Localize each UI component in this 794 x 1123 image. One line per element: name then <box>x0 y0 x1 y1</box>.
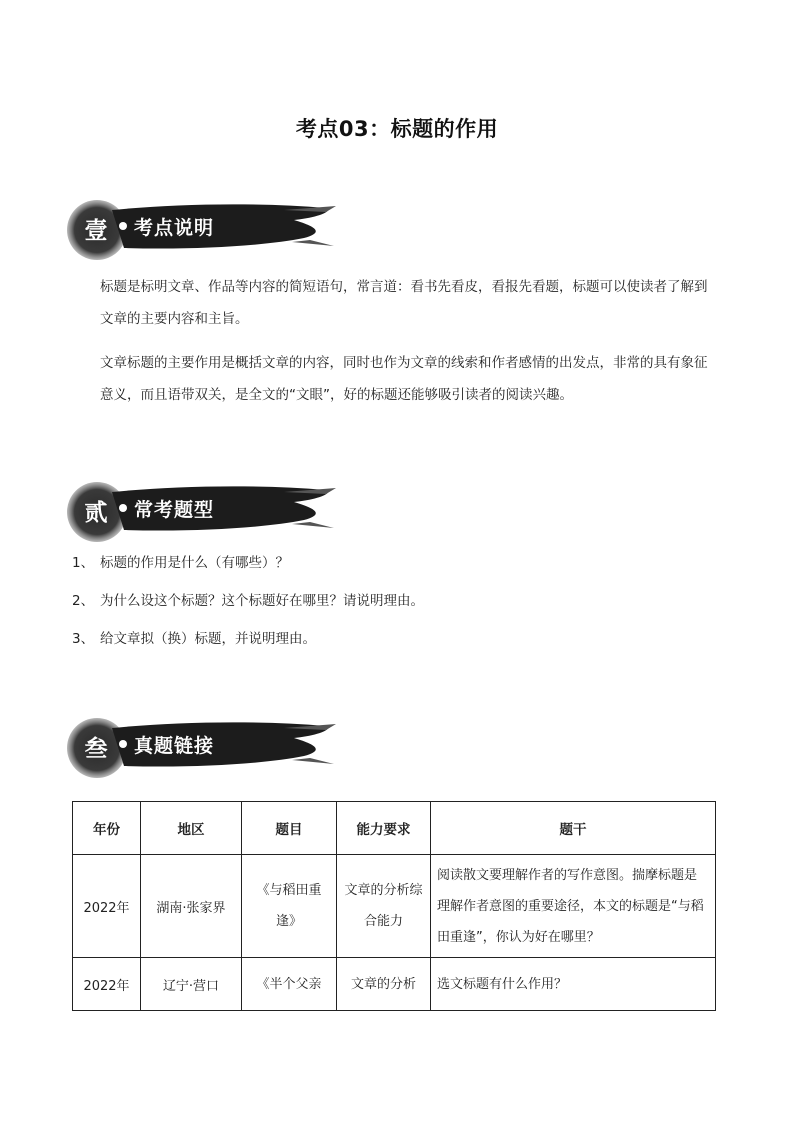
question-type-list <box>72 544 712 658</box>
exam-links-table <box>72 801 716 1011</box>
list-item: 1、 标题的作用是什么（有哪些）？ <box>72 555 289 571</box>
section-banner-exam-links <box>64 714 344 784</box>
bullet-dot-icon <box>119 222 127 230</box>
header-region: 地区 <box>141 802 242 855</box>
cell-stem: 选文标题有什么作用？ <box>431 958 716 1011</box>
section-banner-question-types <box>64 478 344 548</box>
explanation-paragraph-1: 标题是标明文章、作品等内容的简短语句，常言道：看书先看皮，看报先看题，标题可以使读者了解到文章的主要内容和主旨。 <box>100 279 708 327</box>
cell-ability: 文章的分析综合能力 <box>337 855 431 958</box>
bullet-dot-icon <box>119 740 127 748</box>
section-numeral: 贰 <box>84 500 108 526</box>
cell-stem: 阅读散文要理解作者的写作意图。揣摩标题是理解作者意图的重要途径，本文的标题是“与稻田重逢”，你认为好在哪里？ <box>431 855 716 958</box>
header-ability: 能力要求 <box>337 802 431 855</box>
table-row <box>73 958 716 1011</box>
section-numeral: 叁 <box>84 736 108 762</box>
page-title: 考点03：标题的作用 <box>295 117 499 141</box>
cell-region: 湖南·张家界 <box>141 855 242 958</box>
cell-year: 2022年 <box>73 855 141 958</box>
header-stem: 题干 <box>431 802 716 855</box>
cell-year: 2022年 <box>73 958 141 1011</box>
bullet-dot-icon <box>119 504 127 512</box>
section-label: 常考题型 <box>134 499 215 521</box>
table-header-row <box>73 802 716 855</box>
explanation-paragraph-2: 文章标题的主要作用是概括文章的内容，同时也作为文章的线索和作者感情的出发点，非常的具有象征意义，而且语带双关，是全文的“文眼”，好的标题还能够吸引读者的阅读兴趣。 <box>100 355 708 403</box>
section-label: 真题链接 <box>134 735 215 757</box>
list-item: 3、 给文章拟（换）标题，并说明理由。 <box>72 631 316 647</box>
cell-topic: 《半个父亲 <box>242 958 337 1011</box>
table-row <box>73 855 716 958</box>
cell-region: 辽宁·营口 <box>141 958 242 1011</box>
cell-ability: 文章的分析 <box>337 958 431 1011</box>
section-numeral: 壹 <box>84 218 108 244</box>
section-banner-explanation <box>64 196 344 266</box>
header-year: 年份 <box>73 802 141 855</box>
section-label: 考点说明 <box>134 217 215 239</box>
header-topic: 题目 <box>242 802 337 855</box>
list-item: 2、 为什么设这个标题？这个标题好在哪里？请说明理由。 <box>72 593 424 609</box>
cell-topic: 《与稻田重逢》 <box>242 855 337 958</box>
